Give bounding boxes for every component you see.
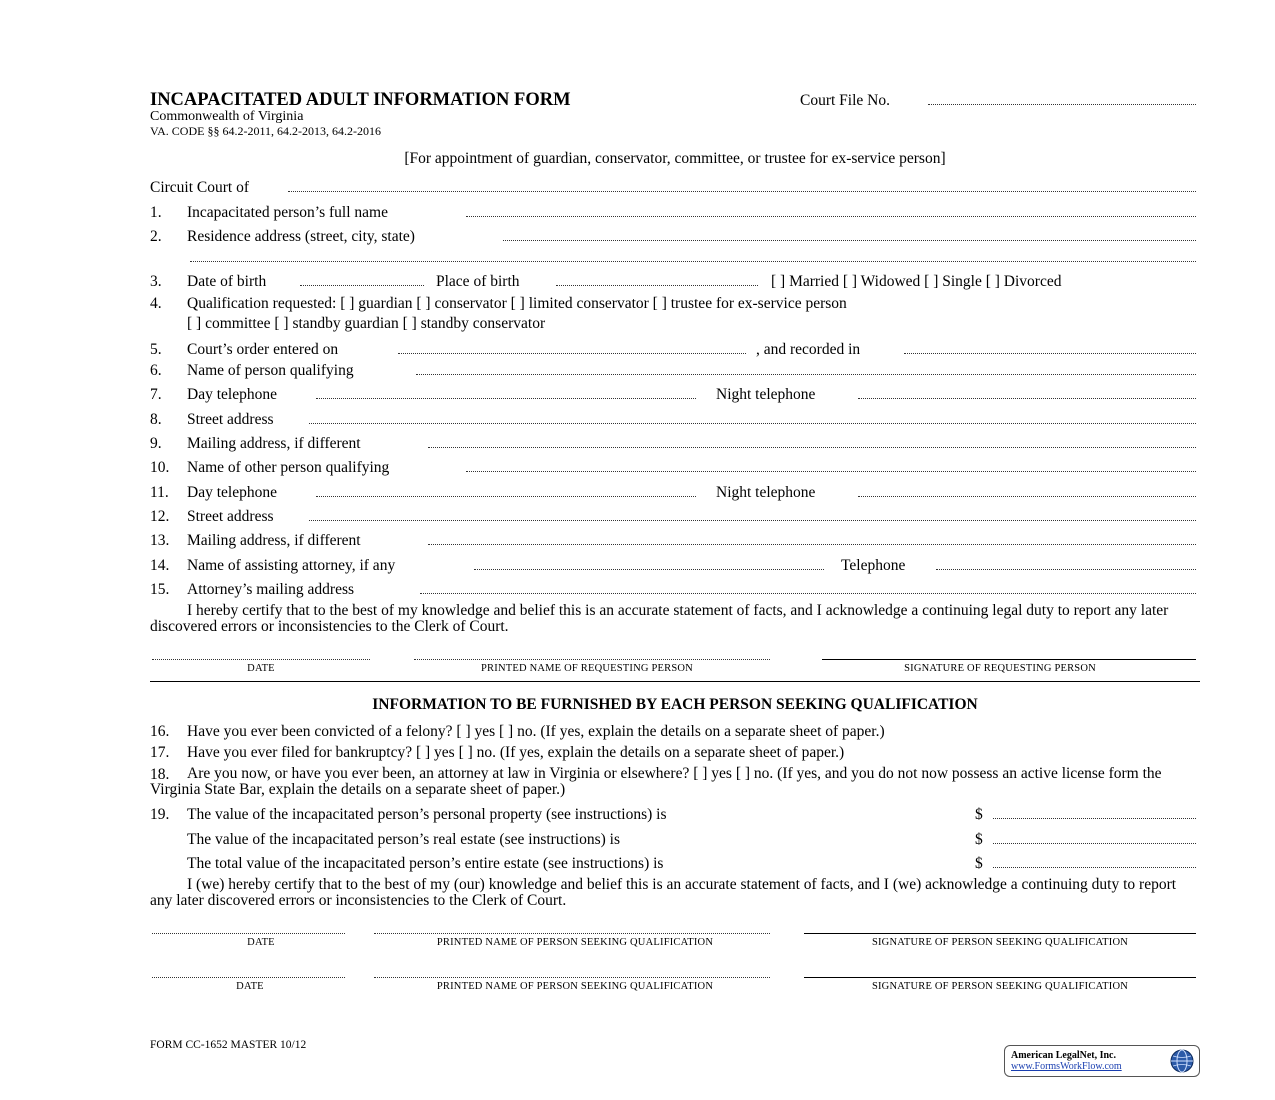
- attorney-phone-field[interactable]: [936, 569, 1196, 570]
- item-number: 1.: [150, 204, 162, 221]
- day-phone-field-2[interactable]: [316, 496, 696, 497]
- mailing-address-label: Mailing address, if different: [187, 435, 361, 452]
- purpose-line: [For appointment of guardian, conservator, committee, or trustee for ex-service person]: [404, 150, 946, 167]
- day-phone-label-2: Day telephone: [187, 484, 277, 501]
- mailing-address-field-2[interactable]: [428, 544, 1196, 545]
- court-file-label: Court File No.: [800, 92, 890, 109]
- night-phone-label: Night telephone: [716, 386, 816, 403]
- court-file-field[interactable]: [928, 104, 1196, 105]
- item-number: 12.: [150, 508, 170, 525]
- date-field[interactable]: [152, 659, 370, 660]
- globe-icon: [1169, 1048, 1195, 1074]
- day-phone-label: Day telephone: [187, 386, 277, 403]
- item-number: 9.: [150, 435, 162, 452]
- signature-line[interactable]: [822, 659, 1196, 660]
- signature-caption: SIGNATURE OF PERSON SEEKING QUALIFICATION: [871, 937, 1129, 948]
- dollar-sign: $: [975, 806, 983, 823]
- mailing-address-field[interactable]: [428, 447, 1196, 448]
- item-number: 17.: [150, 744, 170, 761]
- item-number: 15.: [150, 581, 170, 598]
- va-code: VA. CODE §§ 64.2-2011, 64.2-2013, 64.2-2016: [150, 124, 381, 138]
- item-number: 3.: [150, 273, 162, 290]
- signature-caption: SIGNATURE OF REQUESTING PERSON: [904, 663, 1096, 674]
- signature-caption: SIGNATURE OF PERSON SEEKING QUALIFICATION: [871, 981, 1129, 992]
- item-number: 5.: [150, 341, 162, 358]
- real-estate-label: The value of the incapacitated person’s real estate (see instructions) is: [187, 831, 620, 848]
- total-estate-label: The total value of the incapacitated person’s entire estate (see instructions) is: [187, 855, 664, 872]
- date-caption: DATE: [236, 981, 264, 992]
- item-number: 16.: [150, 723, 170, 740]
- item-number: 18.: [150, 766, 170, 783]
- personal-property-label: The value of the incapacitated person’s personal property (see instructions) is: [187, 806, 667, 823]
- street-address-field-2[interactable]: [309, 520, 1196, 521]
- item-number: 19.: [150, 806, 170, 823]
- night-phone-label-2: Night telephone: [716, 484, 816, 501]
- signature-line[interactable]: [804, 977, 1196, 978]
- other-person-label: Name of other person qualifying: [187, 459, 390, 476]
- order-entered-label: Court’s order entered on: [187, 341, 339, 358]
- item-number: 7.: [150, 386, 162, 403]
- street-address-label-2: Street address: [187, 508, 274, 525]
- circuit-court-label: Circuit Court of: [150, 179, 250, 196]
- item-number: 14.: [150, 557, 170, 574]
- certification-statement: I hereby certify that to the best of my knowledge and belief this is an accurate statement of facts, and I acknowledge a continuing legal duty to report any later discovered errors or inconsistencies to the Clerk of Court.: [150, 602, 1169, 635]
- full-name-field[interactable]: [466, 216, 1196, 217]
- vendor-badge: [1004, 1045, 1200, 1077]
- residence-label: Residence address (street, city, state): [187, 228, 415, 245]
- bankruptcy-question[interactable]: Have you ever filed for bankruptcy? [ ] yes [ ] no. (If yes, explain the details on a separate sheet of paper.): [187, 744, 845, 761]
- vendor-name: American LegalNet, Inc.: [1011, 1050, 1116, 1061]
- item-number: 6.: [150, 362, 162, 379]
- mailing-address-label-2: Mailing address, if different: [187, 532, 361, 549]
- person-qualifying-field[interactable]: [416, 374, 1196, 375]
- item-number: 2.: [150, 228, 162, 245]
- order-entered-field[interactable]: [398, 353, 746, 354]
- night-phone-field[interactable]: [858, 398, 1196, 399]
- person-qualifying-label: Name of person qualifying: [187, 362, 354, 379]
- attorney-question[interactable]: Are you now, or have you ever been, an attorney at law in Virginia or elsewhere? [ ] yes [ ] no. (If yes, and you do not now possess an active license form the Virginia State Bar, explain the details on a separate sheet of paper.): [150, 765, 1162, 798]
- other-person-field[interactable]: [466, 471, 1196, 472]
- birthplace-field[interactable]: [556, 285, 758, 286]
- printed-name-caption: PRINTED NAME OF PERSON SEEKING QUALIFICATION: [436, 981, 714, 992]
- item-number: 10.: [150, 459, 170, 476]
- date-caption: DATE: [247, 937, 275, 948]
- birthplace-label: Place of birth: [436, 273, 520, 290]
- dollar-sign: $: [975, 855, 983, 872]
- marital-status-options[interactable]: [ ] Married [ ] Widowed [ ] Single [ ] Divorced: [771, 273, 1062, 290]
- recorded-in-field[interactable]: [904, 353, 1196, 354]
- certification-statement-2: I (we) hereby certify that to the best of my (our) knowledge and belief this is an accurate statement of facts, and I (we) acknowledge a continuing duty to report any later discovered errors or inconsistencies to the Clerk of Court.: [150, 876, 1177, 909]
- printed-name-field[interactable]: [414, 659, 770, 660]
- full-name-label: Incapacitated person’s full name: [187, 204, 388, 221]
- printed-name-field[interactable]: [374, 933, 770, 934]
- item-number: 11.: [150, 484, 169, 501]
- qualification-options[interactable]: Qualification requested: [ ] guardian [ ] conservator [ ] limited conservator [ ] trustee for ex-service person: [187, 295, 847, 312]
- form-id: FORM CC-1652 MASTER 10/12: [150, 1039, 307, 1051]
- printed-name-field[interactable]: [374, 977, 770, 978]
- qualification-options-line2[interactable]: [ ] committee [ ] standby guardian [ ] standby conservator: [187, 315, 546, 332]
- form-title: INCAPACITATED ADULT INFORMATION FORM: [150, 90, 571, 110]
- printed-name-caption: PRINTED NAME OF REQUESTING PERSON: [481, 663, 693, 674]
- street-address-label: Street address: [187, 411, 274, 428]
- personal-property-field[interactable]: [993, 818, 1196, 819]
- attorney-name-field[interactable]: [474, 569, 824, 570]
- circuit-court-field[interactable]: [288, 191, 1196, 192]
- section2-title: INFORMATION TO BE FURNISHED BY EACH PERSON SEEKING QUALIFICATION: [372, 696, 978, 713]
- attorney-address-label: Attorney’s mailing address: [187, 581, 355, 598]
- printed-name-caption: PRINTED NAME OF PERSON SEEKING QUALIFICATION: [436, 937, 714, 948]
- real-estate-field[interactable]: [993, 843, 1196, 844]
- dob-label: Date of birth: [187, 273, 267, 290]
- felony-question[interactable]: Have you ever been convicted of a felony? [ ] yes [ ] no. (If yes, explain the details on a separate sheet of paper.): [187, 723, 885, 740]
- day-phone-field[interactable]: [316, 398, 696, 399]
- dollar-sign: $: [975, 831, 983, 848]
- night-phone-field-2[interactable]: [858, 496, 1196, 497]
- commonwealth: Commonwealth of Virginia: [150, 109, 304, 124]
- attorney-phone-label: Telephone: [841, 557, 906, 574]
- item-number: 4.: [150, 295, 162, 312]
- street-address-field[interactable]: [309, 423, 1196, 424]
- attorney-address-field[interactable]: [420, 593, 1196, 594]
- residence-field[interactable]: [503, 240, 1196, 241]
- vendor-link[interactable]: www.FormsWorkFlow.com: [1011, 1061, 1122, 1072]
- total-estate-field[interactable]: [993, 867, 1196, 868]
- recorded-in-label: , and recorded in: [756, 341, 861, 358]
- item-number: 8.: [150, 411, 162, 428]
- item-number: 13.: [150, 532, 170, 549]
- residence-field-line2[interactable]: [190, 261, 1196, 262]
- dob-field[interactable]: [300, 285, 424, 286]
- section-divider: [150, 681, 1200, 682]
- date-field[interactable]: [152, 933, 345, 934]
- date-field[interactable]: [152, 977, 345, 978]
- signature-line[interactable]: [804, 933, 1196, 934]
- date-caption: DATE: [247, 663, 275, 674]
- attorney-name-label: Name of assisting attorney, if any: [187, 557, 396, 574]
